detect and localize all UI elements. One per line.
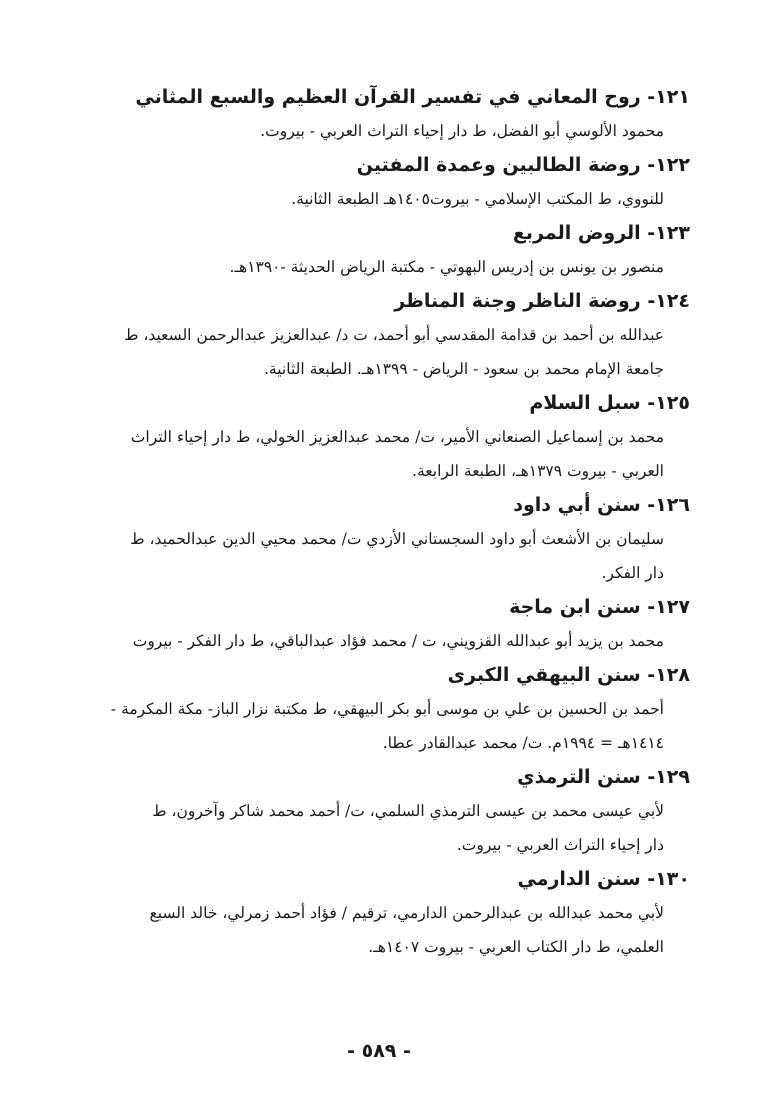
bibliography-entry	[58, 590, 690, 658]
entry-line: لأبي محمد عبدالله بن عبدالرحمن الدارمي، ترقيم / فؤاد أحمد زمرلي، خالد السبع	[149, 904, 664, 922]
bibliography-entry	[58, 488, 690, 590]
entry-description	[58, 182, 690, 216]
entry-description	[58, 318, 690, 386]
entry-line: لأبي عيسى محمد بن عيسى الترمذي السلمي، ت/ أحمد محمد شاكر وآخرون، ط	[152, 802, 664, 820]
bibliography-entry	[58, 760, 690, 862]
entry-line: عبدالله بن أحمد بن قدامة المقدسي أبو أحمد، ت د/ عبدالعزيز عبدالرحمن السعيد، ط	[124, 326, 664, 344]
entry-line: ١٤١٤هـ = ١٩٩٤م. ت/ محمد عبدالقادر عطا.	[382, 734, 664, 752]
entry-line: العربي - بيروت ١٣٧٩هـ، الطبعة الرابعة.	[412, 462, 664, 480]
entry-description	[58, 692, 690, 760]
bibliography-entry	[58, 386, 690, 488]
entry-title: ١٢٥- سبل السلام	[529, 392, 690, 414]
entry-description	[58, 522, 690, 590]
entry-description	[58, 250, 690, 284]
entry-line: سليمان بن الأشعث أبو داود السجستاني الأزدي ت/ محمد محيي الدين عبدالحميد، ط	[130, 530, 664, 548]
entry-title: ١٢١- روح المعاني في تفسير القرآن العظيم والسبع المثاني	[135, 86, 690, 108]
entry-title: ١٢٦- سنن أبي داود	[513, 494, 690, 516]
entry-line: محمد بن إسماعيل الصنعاني الأمير، ت/ محمد عبدالعزيز الخولي، ط دار إحياء التراث	[130, 428, 664, 446]
entry-line: العلمي، ط دار الكتاب العربي - بيروت ١٤٠٧هـ.	[368, 938, 664, 956]
entry-title: ١٢٧- سنن ابن ماجة	[509, 596, 690, 618]
entry-line: محمد بن يزيد أبو عبدالله القزويني، ت / محمد فؤاد عبدالباقي، ط دار الفكر - بيروت	[132, 632, 664, 650]
bibliography-entry	[58, 216, 690, 284]
bibliography-entry	[58, 658, 690, 760]
page-number: - ٥٨٩ -	[347, 1040, 411, 1062]
bibliography-entry	[58, 148, 690, 216]
entry-title: ١٣٠- سنن الدارمي	[517, 868, 690, 890]
entry-description	[58, 420, 690, 488]
bibliography-entry	[58, 862, 690, 964]
entry-line: أحمد بن الحسين بن علي بن موسى أبو بكر البيهقي، ط مكتبة نزار الباز- مكة المكرمة -	[110, 700, 664, 718]
entry-line: دار الفكر.	[601, 564, 664, 582]
entry-title: ١٢٨- سنن البيهقي الكبرى	[447, 664, 690, 686]
entry-description	[58, 896, 690, 964]
bibliography-list	[58, 80, 690, 964]
entry-description	[58, 794, 690, 862]
entry-line: جامعة الإمام محمد بن سعود - الرياض - ١٣٩٩هـ. الطبعة الثانية.	[264, 360, 664, 378]
bibliography-entry	[58, 284, 690, 386]
entry-line: دار إحياء التراث العربي - بيروت.	[456, 836, 664, 854]
entry-line: محمود الألوسي أبو الفضل، ط دار إحياء التراث العربي - بيروت.	[260, 122, 664, 140]
entry-line: منصور بن يونس بن إدريس البهوتي - مكتبة الرياض الحديثة -١٣٩٠هـ.	[229, 258, 664, 276]
entry-description	[58, 114, 690, 148]
entry-title: ١٢٩- سنن الترمذي	[517, 766, 690, 788]
entry-description	[58, 624, 690, 658]
entry-title: ١٢٣- الروض المربع	[512, 222, 690, 244]
entry-title: ١٢٢- روضة الطالبين وعمدة المفتين	[356, 154, 690, 176]
entry-line: للنووي، ط المكتب الإسلامي - بيروت١٤٠٥هـ الطبعة الثانية.	[291, 190, 664, 208]
bibliography-entry	[58, 80, 690, 148]
entry-title: ١٢٤- روضة الناظر وجنة المناظر	[394, 290, 690, 312]
